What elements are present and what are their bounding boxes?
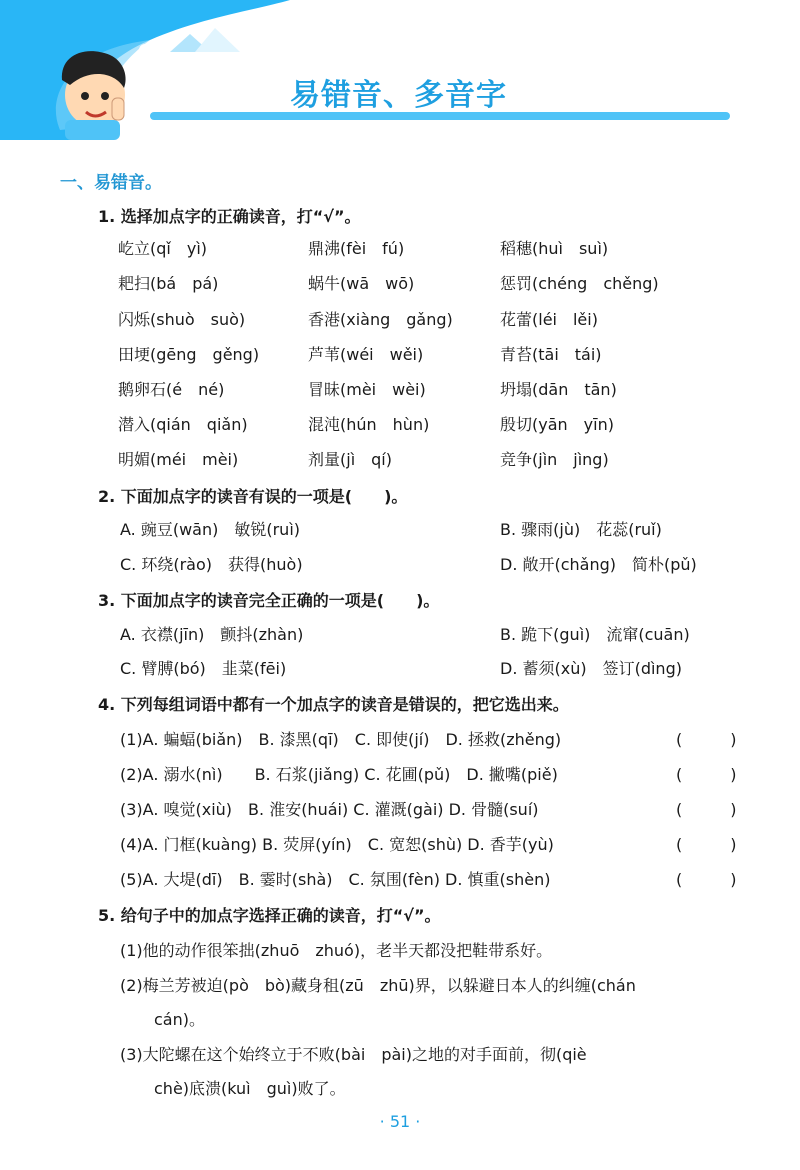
question-4-prompt: 4. 下列每组词语中都有一个加点字的读音是错误的，把它选出来。 [98,695,569,714]
q1-item[interactable]: 竞争(jìn jìng) [500,450,609,469]
q1-item[interactable]: 蜗牛(wā wō) [308,274,415,293]
q1-item[interactable]: 剂量(jì qí) [308,450,392,469]
q1-item[interactable]: 芦苇(wéi wěi) [308,345,424,364]
page-number: · 51 · [379,1112,421,1131]
page-title: 易错音、多音字 [290,78,507,113]
q4-group: (2)A. 溺水(nì) B. 石浆(jiǎng) C. 花圃(pǔ) D. 撇嘴(piě) [120,765,558,784]
q1-item[interactable]: 屹立(qǐ yì) [118,239,208,258]
q1-item[interactable]: 鹅卵石(é né) [118,380,225,399]
q1-item[interactable]: 闪烁(shuò suò) [118,310,246,329]
boy-mascot-icon [62,51,126,140]
q5-line[interactable]: (2)梅兰芳被迫(pò bò)藏身租(zū zhū)界，以躲避日本人的纠缠(chán [120,976,636,995]
q5-line[interactable]: (3)大陀螺在这个始终立于不败(bài pài)之地的对手面前，彻(qiè [120,1045,587,1064]
q1-item[interactable]: 花蕾(léi lěi) [500,310,598,329]
answer-bracket[interactable]: ( ) [676,835,737,854]
answer-bracket[interactable]: ( ) [676,765,737,784]
q2-option-c[interactable]: C. 环绕(rào) 获得(huò) [120,555,303,574]
q3-option-c[interactable]: C. 臂膊(bó) 韭菜(fēi) [120,659,287,678]
q5-line[interactable]: chè)底溃(kuì guì)败了。 [154,1079,346,1098]
section-title: 一、易错音。 [60,173,162,193]
question-5-prompt: 5. 给句子中的加点字选择正确的读音，打“√”。 [98,906,441,925]
q1-item[interactable]: 惩罚(chéng chěng) [500,274,659,293]
q2-option-b[interactable]: B. 骤雨(jù) 花蕊(ruǐ) [500,520,662,539]
q5-line[interactable]: cán)。 [154,1010,205,1029]
q3-option-a[interactable]: A. 衣襟(jīn) 颤抖(zhàn) [120,625,304,644]
q1-item[interactable]: 坍塌(dān tān) [500,380,617,399]
answer-bracket[interactable]: ( ) [676,870,737,889]
q4-group: (4)A. 门框(kuàng) B. 荧屏(yín) C. 宽恕(shù) D. 香芋(yù) [120,835,554,854]
q1-item[interactable]: 殷切(yān yīn) [500,415,614,434]
q1-item[interactable]: 稻穗(huì suì) [500,239,609,258]
q3-option-d[interactable]: D. 蓄须(xù) 签订(dìng) [500,659,682,678]
q4-group: (1)A. 蝙蝠(biǎn) B. 漆黑(qī) C. 即使(jí) D. 拯救(zhěng) [120,730,562,749]
q1-item[interactable]: 青苔(tāi tái) [500,345,602,364]
q5-line[interactable]: (1)他的动作很笨拙(zhuō zhuó)，老半天都没把鞋带系好。 [120,941,553,960]
q2-option-a[interactable]: A. 豌豆(wān) 敏锐(ruì) [120,520,301,539]
q1-item[interactable]: 香港(xiàng gǎng) [308,310,453,329]
q1-item[interactable]: 鼎沸(fèi fú) [308,239,405,258]
q4-group: (3)A. 嗅觉(xiù) B. 淮安(huái) C. 灌溉(gài) D. 骨髓(suí) [120,800,539,819]
q1-item[interactable]: 潜入(qián qiǎn) [118,415,248,434]
question-1-prompt: 1. 选择加点字的正确读音，打“√”。 [98,207,361,226]
answer-bracket[interactable]: ( ) [676,730,737,749]
q1-item[interactable]: 田埂(gēng gěng) [118,345,260,364]
q1-item[interactable]: 明媚(méi mèi) [118,450,239,469]
question-2-prompt: 2. 下面加点字的读音有误的一项是( )。 [98,487,408,506]
q3-option-b[interactable]: B. 跪下(guì) 流窜(cuān) [500,625,690,644]
q1-item[interactable]: 混沌(hún hùn) [308,415,430,434]
q4-group: (5)A. 大堤(dī) B. 霎时(shà) C. 氛围(fèn) D. 慎重(shèn) [120,870,551,889]
q2-option-d[interactable]: D. 敞开(chǎng) 简朴(pǔ) [500,555,697,574]
question-3-prompt: 3. 下面加点字的读音完全正确的一项是( )。 [98,591,440,610]
q1-item[interactable]: 耙扫(bá pá) [118,274,219,293]
q1-item[interactable]: 冒昧(mèi wèi) [308,380,426,399]
answer-bracket[interactable]: ( ) [676,800,737,819]
